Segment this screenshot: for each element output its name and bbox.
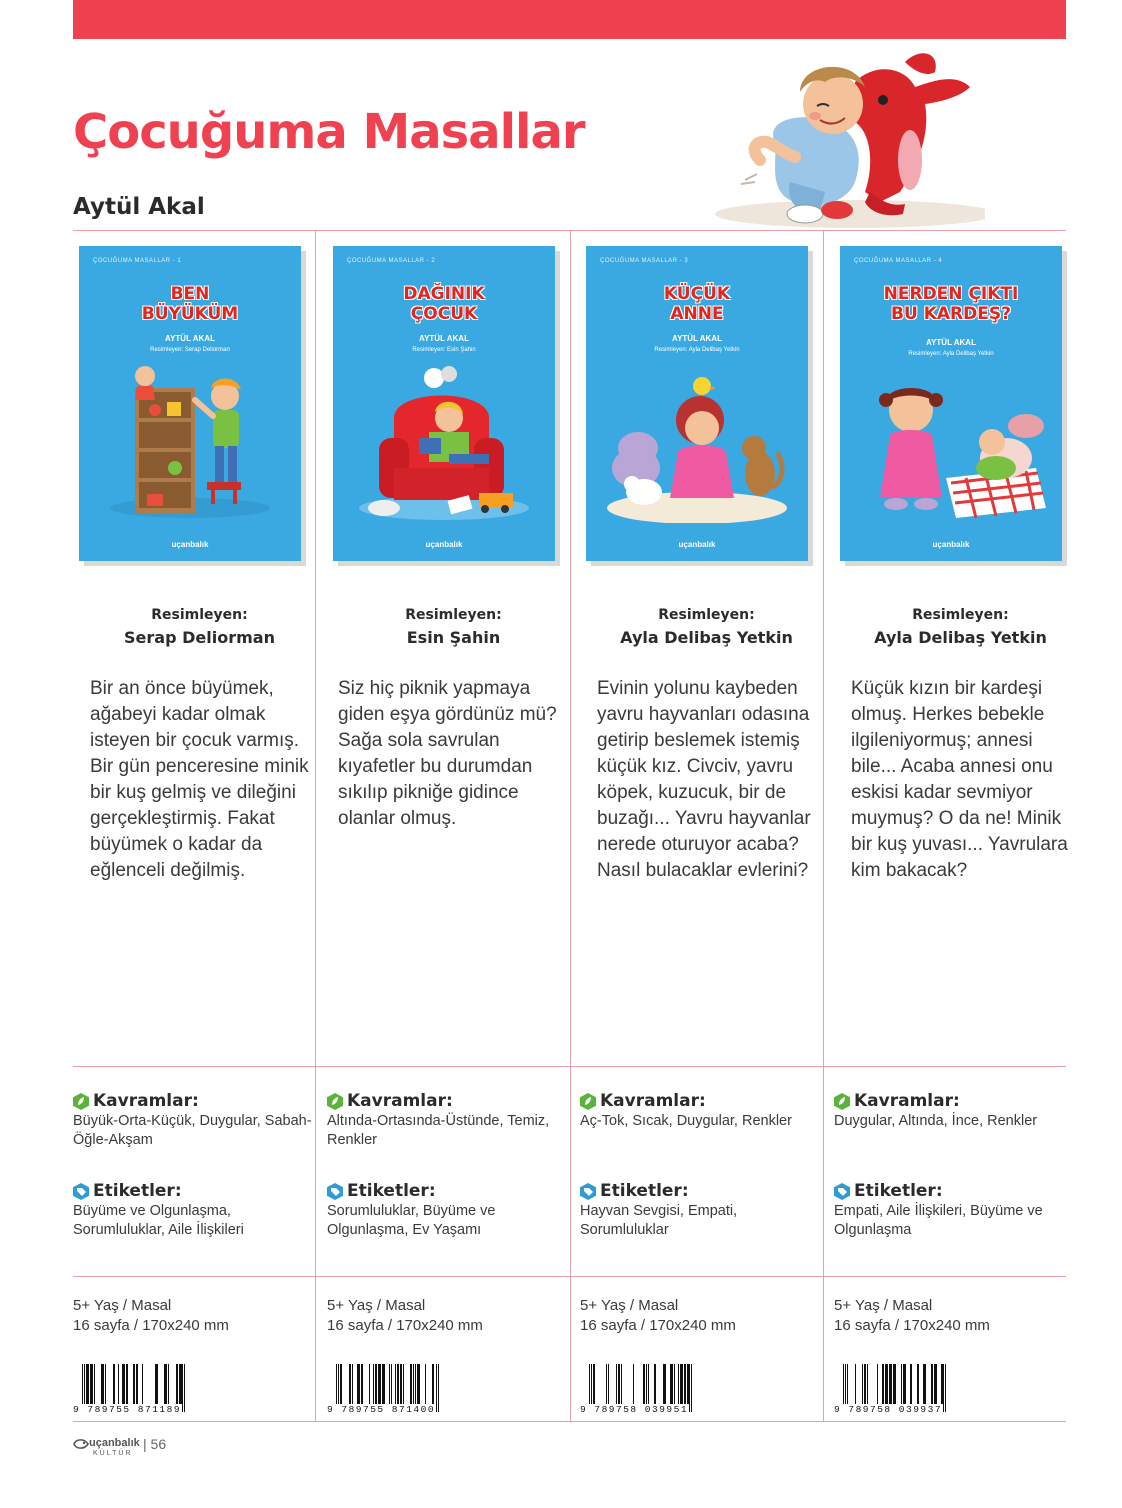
barcode-bar [867, 1364, 868, 1404]
barcode-bar [136, 1364, 138, 1404]
book-meta [327, 1296, 483, 1336]
barcode-bar [670, 1364, 673, 1404]
barcode-bar [105, 1364, 106, 1404]
tags-heading [73, 1181, 182, 1201]
cover-title: NERDEN ÇIKTI BU KARDEŞ? [883, 284, 1019, 324]
cover-author: AYTÜL AKAL [419, 334, 469, 343]
barcode-bar [945, 1364, 946, 1412]
isbn-number: 9 789758 039937 [834, 1404, 943, 1415]
cover-publisher: uçanbalık [678, 540, 716, 549]
tags-text: Sorumluluklar, Büyüme ve Olgunlaşma, Ev Yaşamı [327, 1203, 496, 1238]
barcode-bar [373, 1364, 374, 1404]
barcode-bar [90, 1364, 93, 1404]
barcode-bar [618, 1364, 620, 1404]
barcode-bar [403, 1364, 404, 1404]
cover-illustrator: Resimleyen: Esin Şahin [412, 347, 476, 353]
barcode-bar [369, 1364, 370, 1404]
barcode-bar [340, 1364, 342, 1404]
barcode-bar [855, 1364, 856, 1404]
concepts-text: Altında-Ortasında-Üstünde, Temiz, Renkler [327, 1113, 550, 1148]
tags-label: Etiketler: [854, 1181, 943, 1201]
barcode-bar [86, 1364, 89, 1404]
barcode-bar [680, 1364, 683, 1404]
cover-publisher: uçanbalık [171, 540, 209, 549]
illustrator-label: Resimleyen: [658, 607, 755, 623]
barcode-bar [417, 1364, 420, 1404]
barcode-bar [608, 1364, 609, 1404]
cover-publisher: uçanbalık [932, 540, 970, 549]
tags-heading [834, 1181, 943, 1201]
book-meta [834, 1296, 990, 1336]
cover-illustration [856, 358, 1046, 523]
illustrator-name: Ayla Delibaş Yetkin [874, 628, 1047, 647]
page-format: 16 sayfa / 170x240 mm [73, 1317, 229, 1334]
book-description: Küçük kızın bir kardeşi olmuş. Herkes bebekle ilgileniyormuş; annesi bile... Acaba annesi onu eskisi kadar sevmiyor muymuş? O da ne! Minik bir kuş yuvası... Yavrulara kim bakacak? [851, 678, 1068, 881]
barcode-bar [616, 1364, 617, 1404]
illustrator-name: Serap Deliorman [124, 628, 275, 647]
barcode-bar [923, 1364, 926, 1404]
book-cover[interactable] [79, 246, 301, 561]
barcode-bar [415, 1364, 416, 1404]
page-title: Çocuğuma Masallar [73, 104, 585, 160]
hero-illustration [705, 42, 985, 230]
book-description: Evinin yolunu kaybeden yavru hayvanları odasına getirip beslemek istemiş küçük kız. Civciv, yavru köpek, kuzucuk, bir de buzağı... Yavru hayvanlar nerede oturuyor acaba? Nasıl bulacaklar evlerini? [597, 678, 811, 881]
barcode-bar [425, 1364, 426, 1404]
barcode-bar [847, 1364, 848, 1404]
cover-series-label: ÇOCUĞUMA MASALLAR - 2 [347, 258, 436, 264]
tags-text: Büyüme ve Olgunlaşma, Sorumluluklar, Aile İlişkileri [73, 1203, 244, 1238]
page-format: 16 sayfa / 170x240 mm [580, 1317, 736, 1334]
concepts-label: Kavramlar: [854, 1091, 960, 1111]
illustrator-label: Resimleyen: [912, 607, 1009, 623]
barcode-bar [410, 1364, 412, 1404]
tags-tag-icon [834, 1183, 850, 1200]
cover-illustrator: Resimleyen: Serap Deliorman [150, 347, 230, 353]
barcode-bar [674, 1364, 675, 1404]
cover-illustrator: Resimleyen: Ayla Delibaş Yetkin [908, 351, 994, 357]
cover-author: AYTÜL AKAL [672, 334, 722, 343]
barcode-bar [126, 1364, 128, 1404]
barcode-bar [375, 1364, 377, 1404]
isbn-number: 9 789758 039951 [580, 1404, 689, 1415]
barcode-bar [643, 1364, 645, 1404]
book-cover[interactable] [586, 246, 808, 561]
age-genre: 5+ Yaş / Masal [580, 1297, 679, 1314]
cover-series-label: ÇOCUĞUMA MASALLAR - 3 [600, 258, 689, 264]
isbn-number: 9 789755 871189 [73, 1404, 182, 1415]
publisher-logo [73, 1437, 141, 1463]
concepts-leaf-icon [834, 1093, 850, 1110]
book-meta [580, 1296, 736, 1336]
fish-logo-icon [73, 1437, 89, 1451]
barcode-bar [885, 1364, 888, 1404]
barcode-bar [862, 1364, 863, 1404]
age-genre: 5+ Yaş / Masal [834, 1297, 933, 1314]
barcode-bar [691, 1364, 692, 1412]
book-cover[interactable] [840, 246, 1062, 561]
barcode-bar [176, 1364, 178, 1404]
barcode-bar [893, 1364, 896, 1404]
barcode-bar [882, 1364, 884, 1404]
book-description: Siz hiç piknik yapmaya giden eşya gördünüz mü? Sağa sola savrulan kıyafetler bu durumdan sıkılıp pikniğe gidince olanlar olmuş. [338, 678, 557, 829]
tags-label: Etiketler: [93, 1181, 182, 1201]
concepts-text: Duygular, Altında, İnce, Renkler [834, 1113, 1038, 1129]
concepts-leaf-icon [73, 1093, 89, 1110]
concepts-heading [834, 1091, 960, 1111]
barcode-bar [378, 1364, 381, 1404]
barcode-bar [606, 1364, 607, 1404]
barcode-bar [164, 1364, 167, 1404]
illustrator-label: Resimleyen: [151, 607, 248, 623]
barcode-bar [349, 1364, 351, 1404]
barcode-bar [155, 1364, 158, 1404]
tags-text: Hayvan Sevgisi, Empati, Sorumluluklar [580, 1203, 738, 1238]
cover-series-label: ÇOCUĞUMA MASALLAR - 1 [93, 258, 182, 264]
book-card [580, 231, 833, 1421]
barcode-bar [432, 1364, 434, 1404]
barcode-bar [917, 1364, 919, 1404]
tags-heading [580, 1181, 689, 1201]
illustrator-name: Esin Şahin [406, 628, 501, 647]
tags-heading [327, 1181, 436, 1201]
concepts-label: Kavramlar: [347, 1091, 453, 1111]
barcode-bar [889, 1364, 892, 1404]
barcode-bar [395, 1364, 396, 1404]
concepts-heading [73, 1091, 199, 1111]
book-description: Bir an önce büyümek, ağabeyi kadar olmak isteyen bir çocuk varmış. Bir gün penceresine minik bir kuş gelmiş ve dileğini gerçekleştirmiş. Fakat büyümek o kadar da eğlenceli değilmiş. [90, 678, 309, 881]
barcode-bar [382, 1364, 385, 1404]
barcode-bar [646, 1364, 647, 1404]
barcode-bar [391, 1364, 392, 1404]
publisher-sub: KÜLTÜR [93, 1450, 133, 1457]
book-card [73, 231, 326, 1421]
barcode-bar [864, 1364, 866, 1404]
concepts-heading [580, 1091, 706, 1111]
barcode-bar [113, 1364, 115, 1404]
concepts-heading [327, 1091, 453, 1111]
cover-series-label: ÇOCUĞUMA MASALLAR - 4 [854, 258, 943, 264]
barcode-bar [118, 1364, 119, 1404]
barcode-bar [182, 1364, 183, 1412]
page-format: 16 sayfa / 170x240 mm [834, 1317, 990, 1334]
barcode-bar [400, 1364, 402, 1404]
barcode-bar [397, 1364, 399, 1404]
rule-bottom [73, 1421, 1066, 1422]
barcode-bar [943, 1364, 944, 1412]
barcode-bar [663, 1364, 666, 1404]
barcode-bar [438, 1364, 439, 1412]
concepts-leaf-icon [327, 1093, 343, 1110]
tags-tag-icon [580, 1183, 596, 1200]
tags-label: Etiketler: [600, 1181, 689, 1201]
page-format: 16 sayfa / 170x240 mm [327, 1317, 483, 1334]
barcode-bar [361, 1364, 363, 1404]
barcode-bar [648, 1364, 649, 1404]
cover-illustration [602, 358, 792, 523]
cover-author: AYTÜL AKAL [926, 338, 976, 347]
publisher-brand: uçanbalık [89, 1437, 140, 1449]
concepts-text: Büyük-Orta-Küçük, Duygular, Sabah-Öğle-Akşam [73, 1113, 312, 1148]
barcode-bar [877, 1364, 878, 1404]
isbn-number: 9 789755 871400 [327, 1404, 436, 1415]
barcode-bar [142, 1364, 143, 1404]
book-meta [73, 1296, 229, 1336]
barcode-bar [184, 1364, 185, 1412]
barcode-bar [654, 1364, 656, 1404]
cover-title: KÜÇÜK ANNE [663, 284, 731, 324]
barcode-bar [621, 1364, 622, 1404]
tags-tag-icon [73, 1183, 89, 1200]
barcode-bar [94, 1364, 95, 1404]
top-color-bar [73, 0, 1066, 39]
cover-publisher: uçanbalık [425, 540, 463, 549]
concepts-label: Kavramlar: [93, 1091, 199, 1111]
barcode-bar [168, 1364, 169, 1404]
series-author: Aytül Akal [73, 194, 205, 220]
tags-label: Etiketler: [347, 1181, 436, 1201]
barcode-bar [678, 1364, 679, 1404]
barcode-bar [901, 1364, 902, 1404]
barcode-bar [179, 1364, 182, 1404]
barcode-bar [357, 1364, 360, 1404]
barcode-bar [413, 1364, 414, 1404]
barcode-bar [910, 1364, 912, 1404]
book-cover[interactable] [333, 246, 555, 561]
barcode-bar [101, 1364, 104, 1404]
barcode-bar [684, 1364, 686, 1404]
concepts-label: Kavramlar: [600, 1091, 706, 1111]
cover-illustrator: Resimleyen: Ayla Delibaş Yetkin [654, 347, 740, 353]
cover-illustration [349, 358, 539, 523]
tags-text: Empati, Aile İlişkileri, Büyüme ve Olgunlaşma [834, 1203, 1043, 1238]
book-card [327, 231, 580, 1421]
age-genre: 5+ Yaş / Masal [73, 1297, 172, 1314]
cover-illustration [95, 358, 285, 523]
barcode-bar [122, 1364, 125, 1404]
barcode-bar [689, 1364, 690, 1412]
concepts-text: Aç-Tok, Sıcak, Duygular, Renkler [580, 1113, 792, 1129]
cover-title: BEN BÜYÜKÜM [141, 284, 239, 324]
age-genre: 5+ Yaş / Masal [327, 1297, 426, 1314]
cover-title: DAĞINIK ÇOCUK [403, 284, 485, 324]
barcode-bar [352, 1364, 353, 1404]
illustrator-name: Ayla Delibaş Yetkin [620, 628, 793, 647]
barcode-bar [133, 1364, 135, 1404]
cover-author: AYTÜL AKAL [165, 334, 215, 343]
barcode-bar [633, 1364, 634, 1404]
concepts-leaf-icon [580, 1093, 596, 1110]
barcode-bar [903, 1364, 906, 1404]
barcode-bar [934, 1364, 937, 1404]
book-card [834, 231, 1087, 1421]
barcode-bar [931, 1364, 933, 1404]
barcode-bar [436, 1364, 437, 1412]
barcode-bar [593, 1364, 595, 1404]
illustrator-label: Resimleyen: [405, 607, 502, 623]
barcode-bar [389, 1364, 390, 1404]
barcode-bar [941, 1364, 943, 1404]
page-number: | 56 [143, 1436, 167, 1452]
tags-tag-icon [327, 1183, 343, 1200]
